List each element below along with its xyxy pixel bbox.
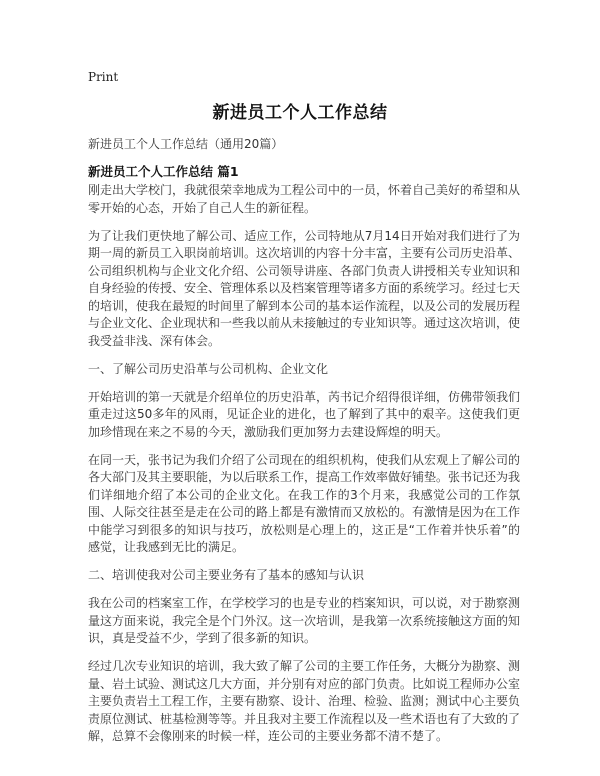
document-body — [88, 182, 520, 756]
paragraph: 经过几次专业知识的培训，我大致了解了公司的主要工作任务，大概分为勘察、测量、岩土试验、测试这几大方面，并分别有对应的部门负责。比如说工程师办公室主要负责岩土工程工作，主要有勘察、设计、治理、检验、监测；测试中心主要负责原位测试、桩基检测等等。并且我对主要工作流程以及一些术语也有了大致的了解，总算不会像刚来的时候一样，连公司的主要业务都不清不楚了。 — [88, 659, 521, 743]
document-subtitle: 新进员工个人工作总结（通用20篇） — [88, 137, 284, 151]
paragraph: 在同一天，张书记为我们介绍了公司现在的组织机构，使我们从宏观上了解公司的各大部门及其主要职能，为以后联系工作，提高工作效率做好铺垫。张书记还为我们详细地介绍了本公司的企业文化。在我工作的3个月来，我感觉公司的工作氛围、人际交往甚至是走在公司的路上都是有激情而又放松的。有激情是因为在工作中能学习到很多的知识与技巧，放松则是心理上的，这正是“工作着并快乐着”的感觉，让我感到无比的满足。 — [88, 452, 521, 554]
paragraph: 开始培训的第一天就是介绍单位的历史沿革，芮书记介绍得很详细，仿佛带领我们重走过这50多年的风雨，见证企业的进化，也了解到了其中的艰辛。这使我们更加珍惜现在来之不易的今天，激励我们更加努力去建设辉煌的明天。 — [88, 389, 521, 439]
paragraph: 为了让我们更快地了解公司、适应工作，公司特地从7月14日开始对我们进行了为期一周的新员工入职岗前培训。这次培训的内容十分丰富，主要有公司历史沿革、公司组织机构与企业文化介绍、公司领导讲座、各部门负责人讲授相关专业知识和自身经验的传授、安全、管理体系以及档案管理等诸多方面的系统学习。经过七天的培训，使我在最短的时间里了解到本公司的基本运作流程，以及公司的发展历程与企业文化、企业现状和一些我以前从未接触过的专业知识等。通过这次培训，使我受益非浅、深有体会。 — [88, 228, 521, 348]
print-link[interactable]: Print — [88, 70, 119, 84]
paragraph: 刚走出大学校门，我就很荣幸地成为工程公司中的一员，怀着自己美好的希望和从零开始的心态，开始了自己人生的新征程。 — [88, 183, 521, 215]
section-title: 新进员工个人工作总结 篇1 — [88, 164, 239, 179]
subheading: 二、培训使我对公司主要业务有了基本的感知与认识 — [88, 568, 365, 582]
subheading: 一、了解公司历史沿革与公司机构、企业文化 — [88, 361, 329, 376]
paragraph: 我在公司的档案室工作，在学校学习的也是专业的档案知识，可以说，对于勘察测量这方面来说，我完全是个门外汉。这一次培训，是我第一次系统接触这方面的知识，真是受益不少，学到了很多新的知识。 — [88, 596, 521, 645]
document-title: 新进员工个人工作总结 — [212, 103, 388, 123]
